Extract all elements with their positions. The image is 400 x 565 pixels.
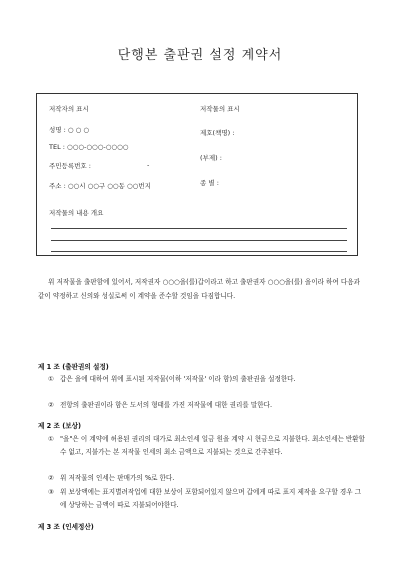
item-text: 위 저작물의 인세는 판매가의 %로 한다. <box>60 474 175 482</box>
article-1-heading: 제 1 조 (출판권의 설정) <box>38 363 109 371</box>
article-1-item-1 <box>48 373 366 386</box>
info-box <box>36 93 358 256</box>
item-text: 위 보상액에는 표지별려작업에 대한 보상이 포함되어있지 않으며 갑에게 따로 표지 제작을 요구할 경우 그에 상당하는 금액이 따로 지불되어야한다. <box>60 488 362 509</box>
summary-label: 저작물의 내용 개요 <box>49 209 104 217</box>
work-type-label: 종 별 : <box>200 179 219 187</box>
summary-line-1 <box>51 228 347 229</box>
author-name: 성명 : ○ ○ ○ <box>49 126 90 134</box>
work-subtitle-label: (부제) : <box>200 154 222 162</box>
article-1-item-2 <box>48 399 366 412</box>
author-tel: TEL : ○○○-○○○-○○○○ <box>49 143 129 151</box>
article-2-item-1 <box>48 433 366 459</box>
item-text: "을"은 이 계약에 허용된 권리의 대가로 최소인세 일금 원을 계약 시 현금으로 지불한다. 최소인세는 반환할 수 없고, 지불가는 본 저작물 인세의 최소 금액으로 지불되는 것으로 간주된다. <box>60 435 366 456</box>
item-number: ② <box>48 474 54 482</box>
summary-line-2 <box>51 240 347 241</box>
intro-paragraph: 위 저작물을 출판함에 있어서, 저작권자 ○○○을(를)갑이라고 하고 출판권자 ○○○을(를) 을이라 하여 다음과 같이 약정하고 신의와 성실로써 이 계약을 준수할 것임을 다짐합니다. <box>38 278 361 300</box>
article-3-heading: 제 3 조 (인세정산) <box>38 523 94 531</box>
item-number: ③ <box>48 488 54 496</box>
author-rrn-dash: - <box>147 161 150 169</box>
summary-line-3 <box>51 251 347 252</box>
item-number: ① <box>48 435 54 443</box>
article-2-item-2 <box>48 472 366 485</box>
item-number: ① <box>48 375 54 383</box>
article-2-item-3 <box>48 486 366 512</box>
work-header: 저작물의 표시 <box>200 105 240 113</box>
item-text: 전항의 출판권이라 함은 도서의 형태를 가진 저작물에 대한 권리를 말한다. <box>60 401 273 409</box>
item-text: 갑은 을에 대하여 위에 표시된 저작물(이하 '저작물' 이라 함)의 출판권을 설정한다. <box>60 375 296 383</box>
document-title: 단행본 출판권 설정 계약서 <box>117 48 283 63</box>
item-number: ② <box>48 401 54 409</box>
article-2-heading: 제 2 조 (보상) <box>38 422 81 430</box>
author-rrn-label: 주민등록번호 : <box>49 162 91 170</box>
work-title-label: 제호(책명) : <box>200 129 235 137</box>
author-address: 주소 : ○○시 ○○구 ○○동 ○○번지 <box>49 182 151 190</box>
author-header: 저작자의 표시 <box>49 105 89 113</box>
